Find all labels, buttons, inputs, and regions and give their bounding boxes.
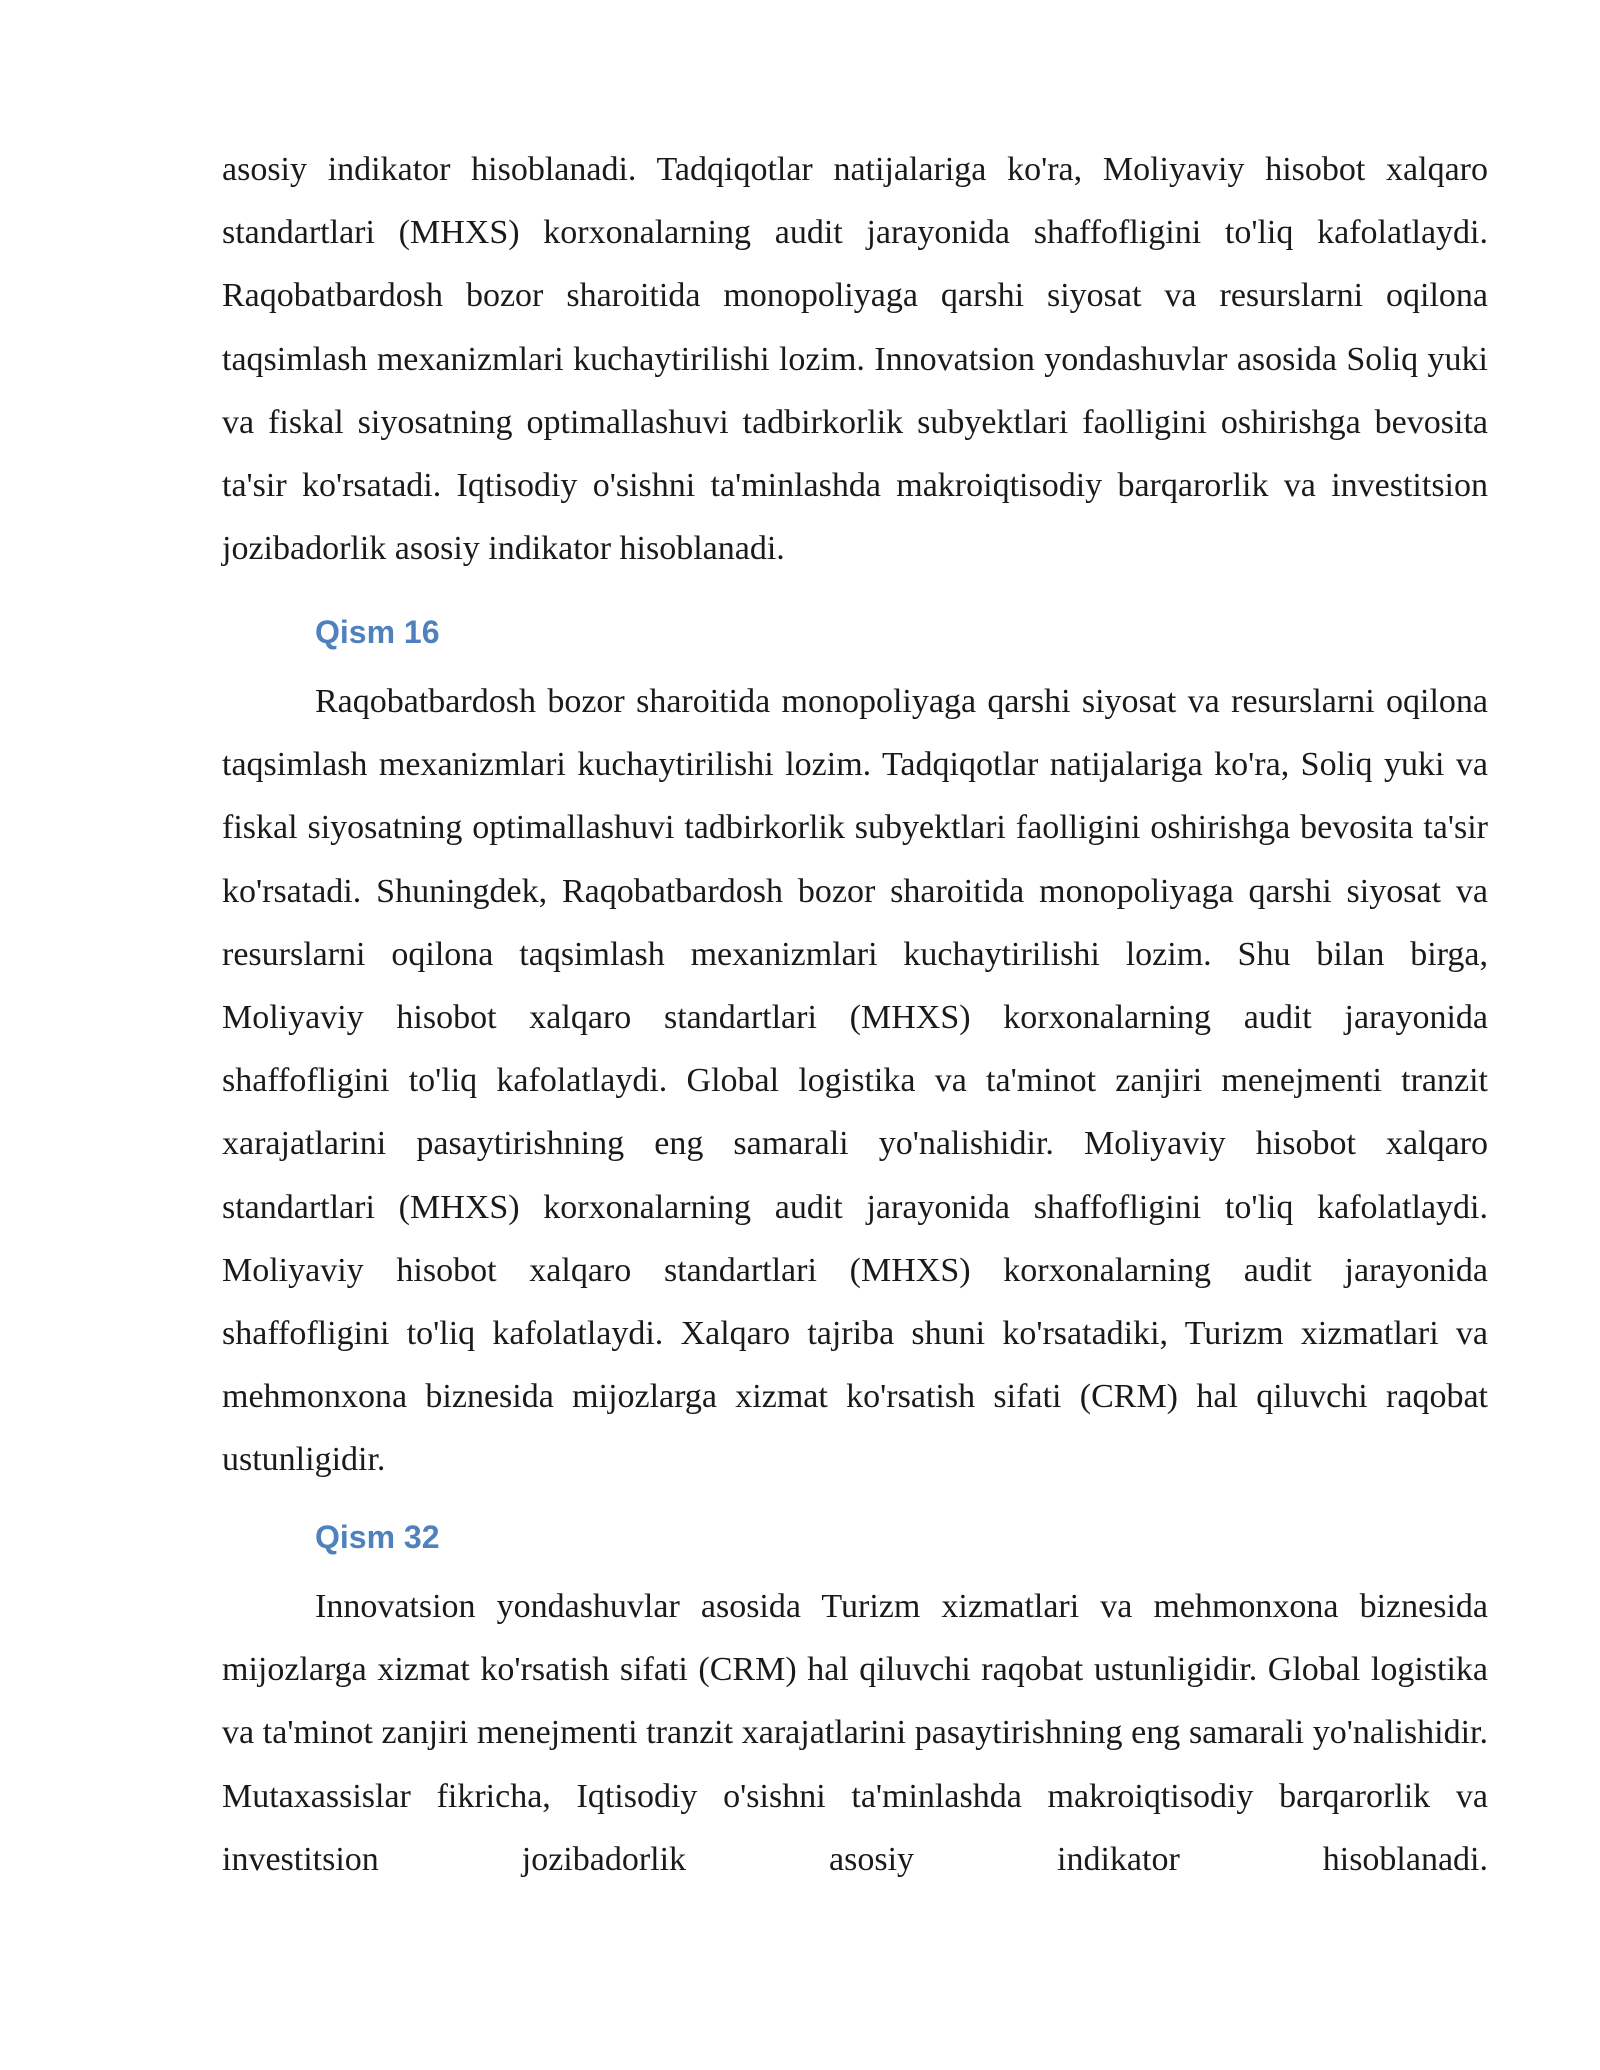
section-heading-qism-16: Qism 16 [315, 614, 440, 650]
paragraph-qism-16: Raqobatbardosh bozor sharoitida monopoliyaga qarshi siyosat va resurslarni oqilona taqsimlash mexanizmlari kuchaytirilishi lozim. Tadqiqotlar natijalariga ko'ra, Soliq yuki va fiskal siyosatning optimallashuvi tadbirkorlik subyektlari faolligini oshirishga bevosita ta'sir ko'rsatadi. Shuningdek, Raqobatbardosh bozor sharoitida monopoliyaga qarshi siyosat va resurslarni oqilona taqsimlash mexanizmlari kuchaytirilishi lozim. Shu bilan birga, Moliyaviy hisobot xalqaro standartlari (MHXS) korxonalarning audit jarayonida shaffofligini to'liq kafolatlaydi. Global logistika va ta'minot zanjiri menejmenti tranzit xarajatlarini pasaytirishning eng samarali yo'nalishidir. Moliyaviy hisobot xalqaro standartlari (MHXS) korxonalarning audit jarayonida shaffofligini to'liq kafolatlaydi. Moliyaviy hisobot xalqaro standartlari (MHXS) korxonalarning audit jarayonida shaffofligini to'liq kafolatlaydi. Xalqaro tajriba shuni ko'rsatadiki, Turizm xizmatlari va mehmonxona biznesida mijozlarga xizmat ko'rsatish sifati (CRM) hal qiluvchi raqobat ustunligidir. [222, 683, 1488, 1479]
paragraph-intro: asosiy indikator hisoblanadi. Tadqiqotlar natijalariga ko'ra, Moliyaviy hisobot xalqaro standartlari (MHXS) korxonalarning audit jarayonida shaffofligini to'liq kafolatlaydi. Raqobatbardosh bozor sharoitida monopoliyaga qarshi siyosat va resurslarni oqilona taqsimlash mexanizmlari kuchaytirilishi lozim. Innovatsion yondashuvlar asosida Soliq yuki va fiskal siyosatning optimallashuvi tadbirkorlik subyektlari faolligini oshirishga bevosita ta'sir ko'rsatadi. Iqtisodiy o'sishni ta'minlashda makroiqtisodiy barqarorlik va investitsion jozibadorlik asosiy indikator hisoblanadi. [222, 151, 1488, 568]
section-heading-qism-32: Qism 32 [315, 1519, 440, 1555]
paragraph-qism-32: Innovatsion yondashuvlar asosida Turizm xizmatlari va mehmonxona biznesida mijozlarga xizmat ko'rsatish sifati (CRM) hal qiluvchi raqobat ustunligidir. Global logistika va ta'minot zanjiri menejmenti tranzit xarajatlarini pasaytirishning eng samarali yo'nalishidir. Mutaxassislar fikricha, Iqtisodiy o'sishni ta'minlashda makroiqtisodiy barqarorlik va investitsion jozibadorlik asosiy indikator hisoblanadi. [222, 1588, 1488, 1878]
